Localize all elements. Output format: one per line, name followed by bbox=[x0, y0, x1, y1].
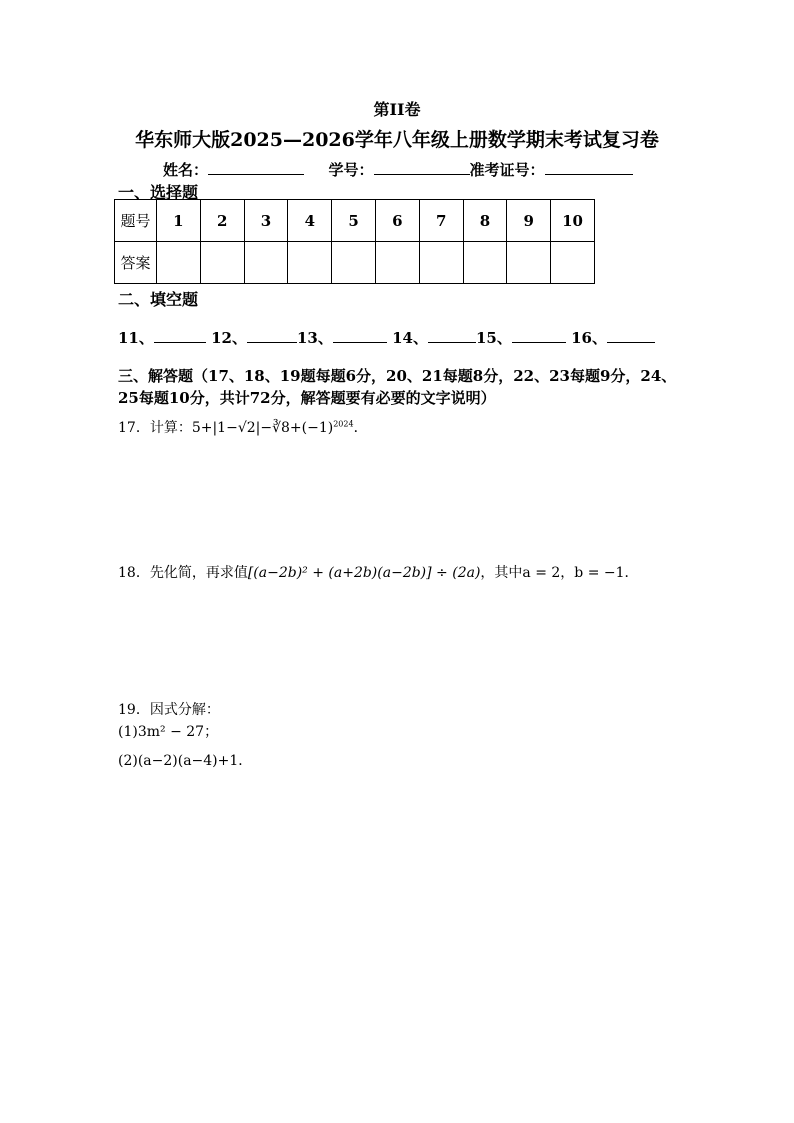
question-19-part2: (2)(a−2)(a−4)+1． bbox=[118, 753, 253, 769]
question-number-row bbox=[115, 200, 595, 242]
fill-blank[interactable] bbox=[428, 328, 476, 343]
question-number: 1 bbox=[157, 200, 201, 242]
question-19: 19．因式分解： bbox=[118, 702, 220, 718]
question-number: 8 bbox=[463, 200, 507, 242]
question-number: 7 bbox=[419, 200, 463, 242]
exam-number-label: 准考证号： bbox=[469, 161, 545, 179]
student-info-line bbox=[163, 159, 633, 180]
q17-end: ． bbox=[353, 420, 368, 436]
answer-cell[interactable] bbox=[157, 242, 201, 284]
name-field[interactable] bbox=[208, 160, 304, 175]
answer-table bbox=[114, 199, 595, 284]
question-number: 5 bbox=[332, 200, 376, 242]
fill-blank[interactable] bbox=[333, 328, 387, 343]
fill-blank[interactable] bbox=[607, 328, 655, 343]
q18-label: 18．先化简，再求值 bbox=[118, 565, 248, 581]
question-17 bbox=[118, 417, 368, 437]
answer-cell[interactable] bbox=[332, 242, 376, 284]
fill-blank[interactable] bbox=[247, 328, 297, 343]
answer-row bbox=[115, 242, 595, 284]
student-id-label: 学号： bbox=[328, 161, 374, 179]
fill-item-number: 12、 bbox=[211, 329, 247, 347]
question-number: 6 bbox=[375, 200, 419, 242]
section1-label: 一、选择题 bbox=[118, 183, 199, 202]
exam-title: 华东师大版2025—2026学年八年级上册数学期末考试复习卷 bbox=[135, 129, 659, 151]
question-number: 9 bbox=[507, 200, 551, 242]
fill-blank[interactable] bbox=[512, 328, 566, 343]
fill-item-number: 15、 bbox=[475, 329, 512, 347]
section3-line1: 三、解答题（17、18、19题每题6分，20、21每题8分，22、23每题9分，24、 bbox=[118, 367, 677, 385]
section3-line2: 25每题10分，共计72分，解答题要有必要的文字说明） bbox=[118, 389, 496, 407]
q18-expression: [(a−2b)² + (a+2b)(a−2b)] ÷ (2a) bbox=[247, 565, 481, 581]
row-header-number: 题号 bbox=[115, 200, 157, 242]
fill-item-number: 16、 bbox=[571, 329, 607, 347]
question-number: 10 bbox=[551, 200, 595, 242]
student-id-field[interactable] bbox=[374, 160, 470, 175]
answer-cell[interactable] bbox=[288, 242, 332, 284]
answer-cell[interactable] bbox=[375, 242, 419, 284]
answer-cell[interactable] bbox=[244, 242, 288, 284]
q17-exponent: 2024 bbox=[333, 419, 354, 429]
answer-cell[interactable] bbox=[463, 242, 507, 284]
fill-item-number: 11、 bbox=[118, 329, 154, 347]
fill-blank-line bbox=[118, 327, 655, 348]
answer-cell[interactable] bbox=[507, 242, 551, 284]
question-19-part1: (1)3m² − 27； bbox=[118, 724, 219, 740]
question-number: 2 bbox=[200, 200, 244, 242]
answer-cell[interactable] bbox=[551, 242, 595, 284]
name-label: 姓名： bbox=[163, 161, 209, 179]
fill-item-number: 13、 bbox=[296, 329, 333, 347]
q17-label: 17．计算： bbox=[118, 420, 192, 436]
section3-instructions bbox=[118, 365, 676, 409]
fill-blank[interactable] bbox=[154, 328, 206, 343]
q18-condition: ，其中a = 2，b = −1． bbox=[480, 565, 639, 581]
fill-item-number: 14、 bbox=[392, 329, 428, 347]
section2-label: 二、填空题 bbox=[118, 290, 199, 309]
question-18 bbox=[118, 562, 639, 582]
answer-cell[interactable] bbox=[200, 242, 244, 284]
question-number: 4 bbox=[288, 200, 332, 242]
volume-label: 第II卷 bbox=[373, 100, 421, 119]
q17-expression: 5+|1−√2|−∛8+(−1) bbox=[191, 420, 334, 436]
row-header-answer: 答案 bbox=[115, 242, 157, 284]
question-number: 3 bbox=[244, 200, 288, 242]
answer-cell[interactable] bbox=[419, 242, 463, 284]
exam-number-field[interactable] bbox=[545, 160, 633, 175]
